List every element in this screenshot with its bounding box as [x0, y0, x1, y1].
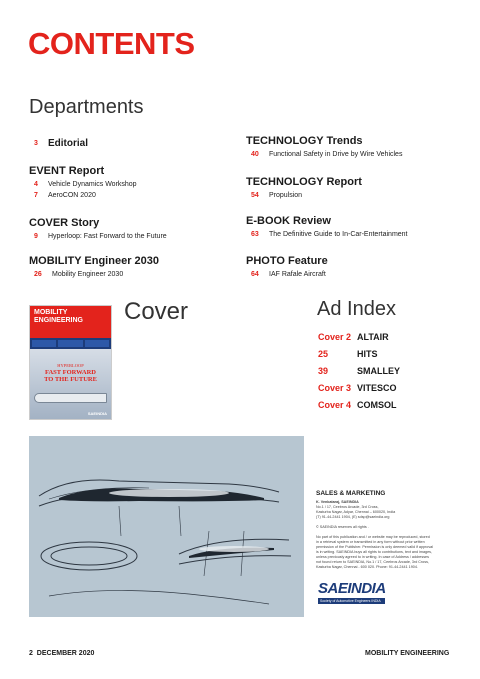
- ad-row[interactable]: [318, 332, 400, 349]
- item-page: 7: [34, 192, 38, 199]
- cover-masthead-line2: ENGINEERING: [34, 317, 84, 324]
- page-title: CONTENTS: [28, 26, 195, 61]
- section-heading: COVER Story: [29, 217, 100, 229]
- item-page: 3: [34, 140, 38, 147]
- cover-headline-line2: TO THE FUTURE: [44, 376, 97, 383]
- disclaimer-line: permission of the Publisher. Permission is only deemed valid if approval: [316, 545, 434, 549]
- footer-date: DECEMBER 2020: [36, 650, 95, 657]
- section-event-report: [29, 165, 137, 199]
- ad-row[interactable]: [318, 383, 400, 400]
- saeindia-logo: [318, 580, 385, 612]
- item-page: 64: [251, 271, 259, 278]
- cover-publisher: SAEINDIA: [87, 411, 107, 416]
- hyperloop-pod-icon: [34, 393, 107, 403]
- ad-index-heading: Ad Index: [317, 298, 396, 320]
- footer-magazine: MOBILITY ENGINEERING: [365, 650, 450, 657]
- item-page: 26: [34, 271, 42, 278]
- logo-text: SAEINDIA: [318, 580, 386, 597]
- ad-name: VITESCO: [357, 383, 397, 393]
- cover-body: [30, 349, 111, 419]
- cover-masthead: [30, 306, 111, 338]
- section-photo-feature: [246, 255, 328, 278]
- cover-subhead: HYPERLOOP: [57, 363, 84, 368]
- item-title: IAF Rafale Aircraft: [269, 271, 326, 278]
- ad-page: Cover 4: [318, 400, 352, 410]
- disclaimer-line: Kasturba Nagar, Chennai - 600 020. Phone: 91-44-2441 1904.: [316, 565, 418, 569]
- ad-row[interactable]: [318, 400, 400, 417]
- item-title: The Definitive Guide to In-Car-Entertainment: [269, 231, 408, 238]
- item-title: Functional Safety in Drive by Wire Vehicles: [269, 151, 403, 158]
- list-item[interactable]: [29, 192, 137, 199]
- hyperloop-sketch-image: [29, 436, 304, 617]
- list-item[interactable]: [246, 192, 362, 199]
- sales-marketing-block: [316, 490, 456, 570]
- section-heading: MOBILITY Engineer 2030: [29, 255, 160, 267]
- disclaimer-line: in a retrieval system or transmitted in any form without prior written: [316, 540, 425, 544]
- cover-strip: [30, 338, 111, 349]
- disclaimer-line: No part of this publication and / or website may be reproduced, stored: [316, 535, 430, 539]
- item-title: Mobility Engineer 2030: [52, 271, 124, 278]
- sketch-drawing: [29, 436, 304, 617]
- item-title: Editorial: [48, 138, 89, 149]
- cover-masthead-line1: MOBILITY: [34, 309, 68, 316]
- sales-heading: SALES & MARKETING: [316, 490, 386, 497]
- sales-contact-name: K. Venkataraj, SAEINDIA: [316, 500, 359, 504]
- list-item[interactable]: [29, 233, 167, 240]
- logo-subtext: Society of Automotive Engineers INDIA: [318, 598, 385, 604]
- ad-name: SMALLEY: [357, 366, 401, 376]
- disclaimer: [316, 535, 456, 570]
- list-item[interactable]: [29, 181, 137, 188]
- item-page: 63: [251, 231, 259, 238]
- disclaimer-line: is in writing. SAEINDIA buys all rights to contributions, text and images,: [316, 550, 433, 554]
- cover-thumbnail[interactable]: [29, 305, 112, 420]
- item-page: 54: [251, 192, 259, 199]
- section-ebook-review: [246, 215, 408, 238]
- cover-headline: [30, 369, 111, 383]
- section-heading: TECHNOLOGY Report: [246, 176, 362, 188]
- sales-contact-line: (T) 91-44-2441 1904, (E) sdsp@saeindia.org: [316, 515, 390, 519]
- section-heading: E-BOOK Review: [246, 215, 331, 227]
- ad-row[interactable]: [318, 349, 400, 366]
- disclaimer-line: not found return to SAEINDIA, No.1 / 17, Ceebros Arcade, 3rd Cross,: [316, 560, 429, 564]
- section-technology-trends: [246, 135, 402, 158]
- section-technology-report: [246, 176, 362, 199]
- sales-contact-line: No.1 / 17, Ceebros Arcade, 3rd Cross,: [316, 505, 379, 509]
- item-page: 40: [251, 151, 259, 158]
- departments-heading: Departments: [29, 96, 144, 118]
- item-page: 9: [34, 233, 38, 240]
- item-title: Vehicle Dynamics Workshop: [48, 181, 137, 188]
- section-cover-story: [29, 217, 167, 240]
- item-title: Propulsion: [269, 192, 303, 199]
- footer-left: [29, 650, 94, 657]
- ad-name: HITS: [357, 349, 378, 359]
- rights-notice: © SAEINDIA reserves all rights .: [316, 525, 369, 529]
- section-heading: PHOTO Feature: [246, 255, 328, 267]
- ad-page: 25: [318, 349, 329, 359]
- section-editorial: [34, 138, 88, 149]
- item-page: 4: [34, 181, 38, 188]
- sales-contact-line: Kasturba Nagar, Adyar, Chennai – 600020, India: [316, 510, 396, 514]
- ad-row[interactable]: [318, 366, 400, 383]
- list-item[interactable]: [246, 231, 408, 238]
- section-heading: EVENT Report: [29, 165, 105, 177]
- section-mobility-engineer: [29, 255, 159, 278]
- ad-page: Cover 2: [318, 332, 352, 342]
- cover-headline-line1: FAST FORWARD: [45, 369, 96, 376]
- ad-name: ALTAIR: [357, 332, 389, 342]
- item-title: AeroCON 2020: [48, 192, 96, 199]
- item-title: Hyperloop: Fast Forward to the Future: [48, 233, 167, 240]
- list-item[interactable]: [29, 271, 159, 278]
- ad-page: Cover 3: [318, 383, 352, 393]
- disclaimer-line: unless previously agreed to in writing. In case of Address / addresses: [316, 555, 429, 559]
- section-heading: TECHNOLOGY Trends: [246, 135, 363, 147]
- footer-page-number: 2: [29, 650, 33, 657]
- list-item[interactable]: [246, 151, 402, 158]
- ad-index-list: [318, 332, 400, 417]
- list-item[interactable]: [246, 271, 328, 278]
- ad-name: COMSOL: [357, 400, 397, 410]
- cover-label: Cover: [124, 298, 189, 325]
- ad-page: 39: [318, 366, 329, 376]
